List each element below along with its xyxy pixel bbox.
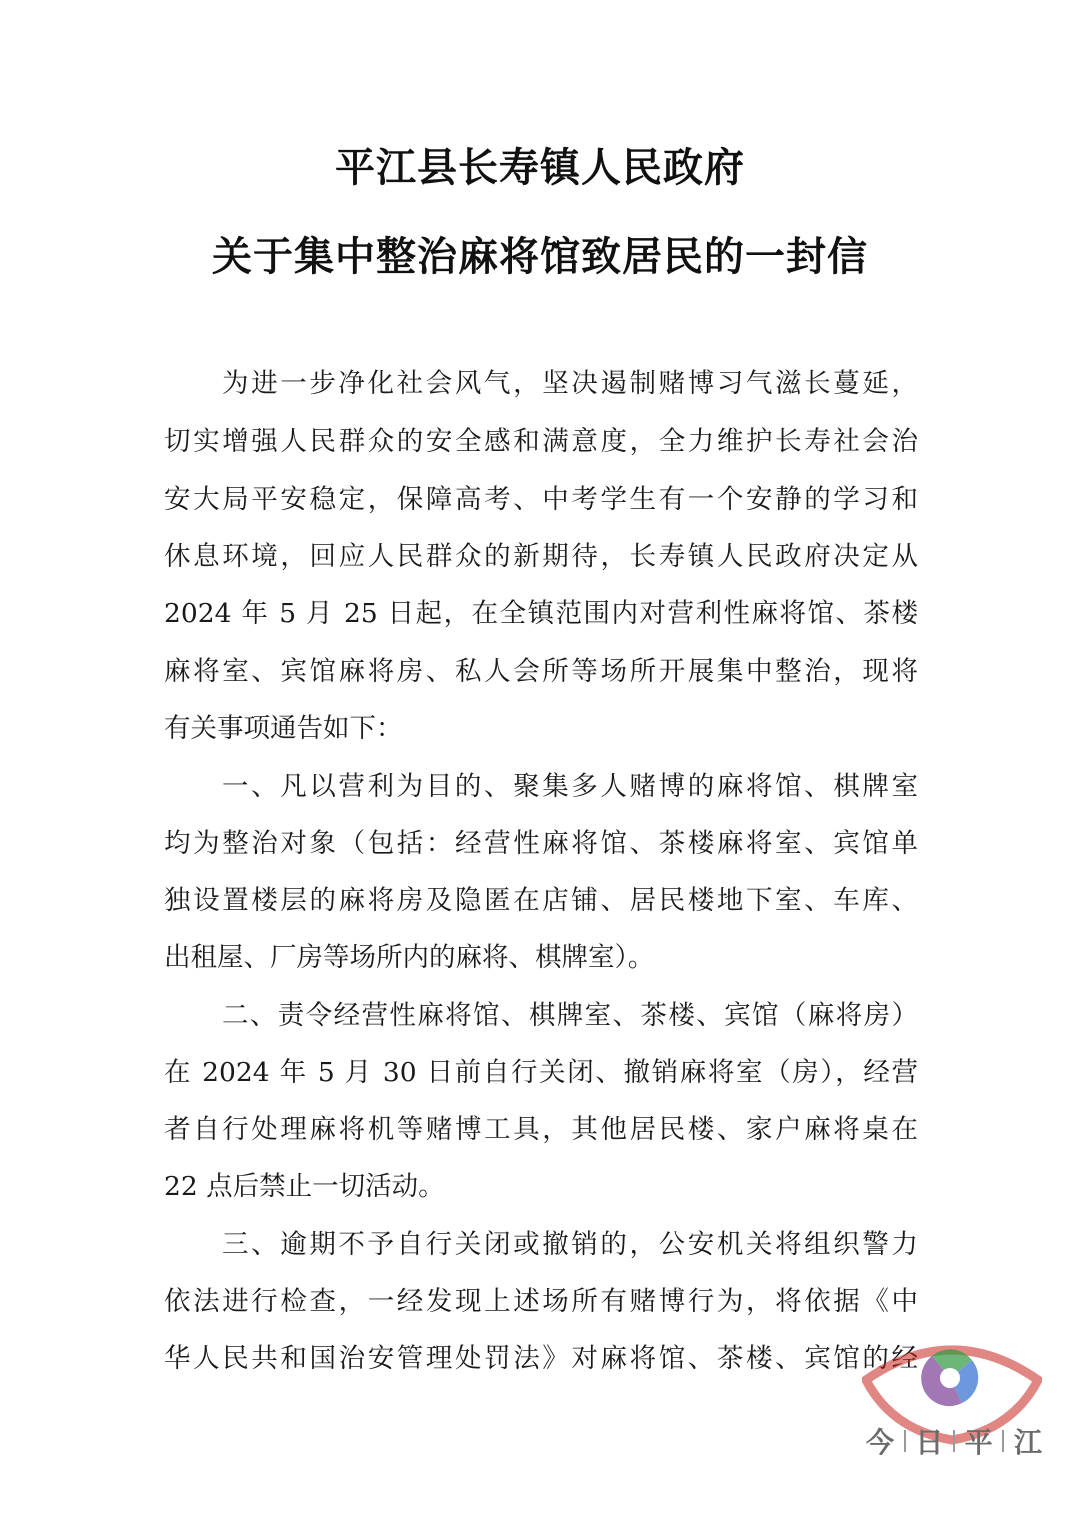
watermark-char: 江	[1013, 1426, 1042, 1459]
paragraph-line: 均为整治对象（包括：经营性麻将馆、茶楼麻将室、宾馆单	[164, 828, 918, 859]
paragraph-line: 安大局平安稳定，保障高考、中考学生有一个安静的学习和	[164, 484, 918, 515]
watermark-separator	[953, 1430, 955, 1452]
paragraph-line: 者自行处理麻将机等赌博工具，其他居民楼、家户麻将桌在	[164, 1114, 918, 1145]
paragraph-line: 麻将室、宾馆麻将房、私人会所等场所开展集中整治，现将	[164, 656, 918, 687]
watermark-separator	[1002, 1430, 1004, 1452]
paragraph-line: 三、逾期不予自行关闭或撤销的，公安机关将组织警力	[222, 1229, 918, 1260]
page-title-line-1: 平江县长寿镇人民政府	[335, 145, 745, 191]
page-title-line-2: 关于集中整治麻将馆致居民的一封信	[212, 234, 868, 280]
paragraph-line: 22 点后禁止一切活动。	[164, 1171, 445, 1202]
watermark-char: 今	[866, 1426, 895, 1459]
paragraph-line: 华人民共和国治安管理处罚法》对麻将馆、茶楼、宾馆的经	[164, 1343, 918, 1374]
paragraph-line: 休息环境，回应人民群众的新期待，长寿镇人民政府决定从	[164, 541, 918, 572]
paragraph-line: 独设置楼层的麻将房及隐匿在店铺、居民楼地下室、车库、	[164, 885, 918, 916]
paragraph-line: 为进一步净化社会风气，坚决遏制赌博习气滋长蔓延，	[222, 368, 918, 399]
paragraph-line: 切实增强人民群众的安全感和满意度，全力维护长寿社会治	[164, 426, 918, 457]
watermark-char: 日	[915, 1426, 944, 1459]
watermark-text	[866, 1421, 1042, 1461]
paragraph-line: 二、责令经营性麻将馆、棋牌室、茶楼、宾馆（麻将房）	[222, 1000, 918, 1031]
paragraph-line: 有关事项通告如下：	[164, 713, 403, 744]
paragraph-line: 2024 年 5 月 25 日起，在全镇范围内对营利性麻将馆、茶楼	[164, 598, 918, 629]
watermark-char: 平	[964, 1426, 993, 1459]
paragraph-line: 出租屋、厂房等场所内的麻将、棋牌室）。	[164, 942, 655, 973]
paragraph-line: 一、凡以营利为目的、聚集多人赌博的麻将馆、棋牌室	[222, 771, 918, 802]
paragraph-line: 依法进行检查，一经发现上述场所有赌博行为，将依据《中	[164, 1286, 918, 1317]
paragraph-line: 在 2024 年 5 月 30 日前自行关闭、撤销麻将室（房），经营	[164, 1057, 918, 1088]
watermark-separator	[904, 1430, 906, 1452]
